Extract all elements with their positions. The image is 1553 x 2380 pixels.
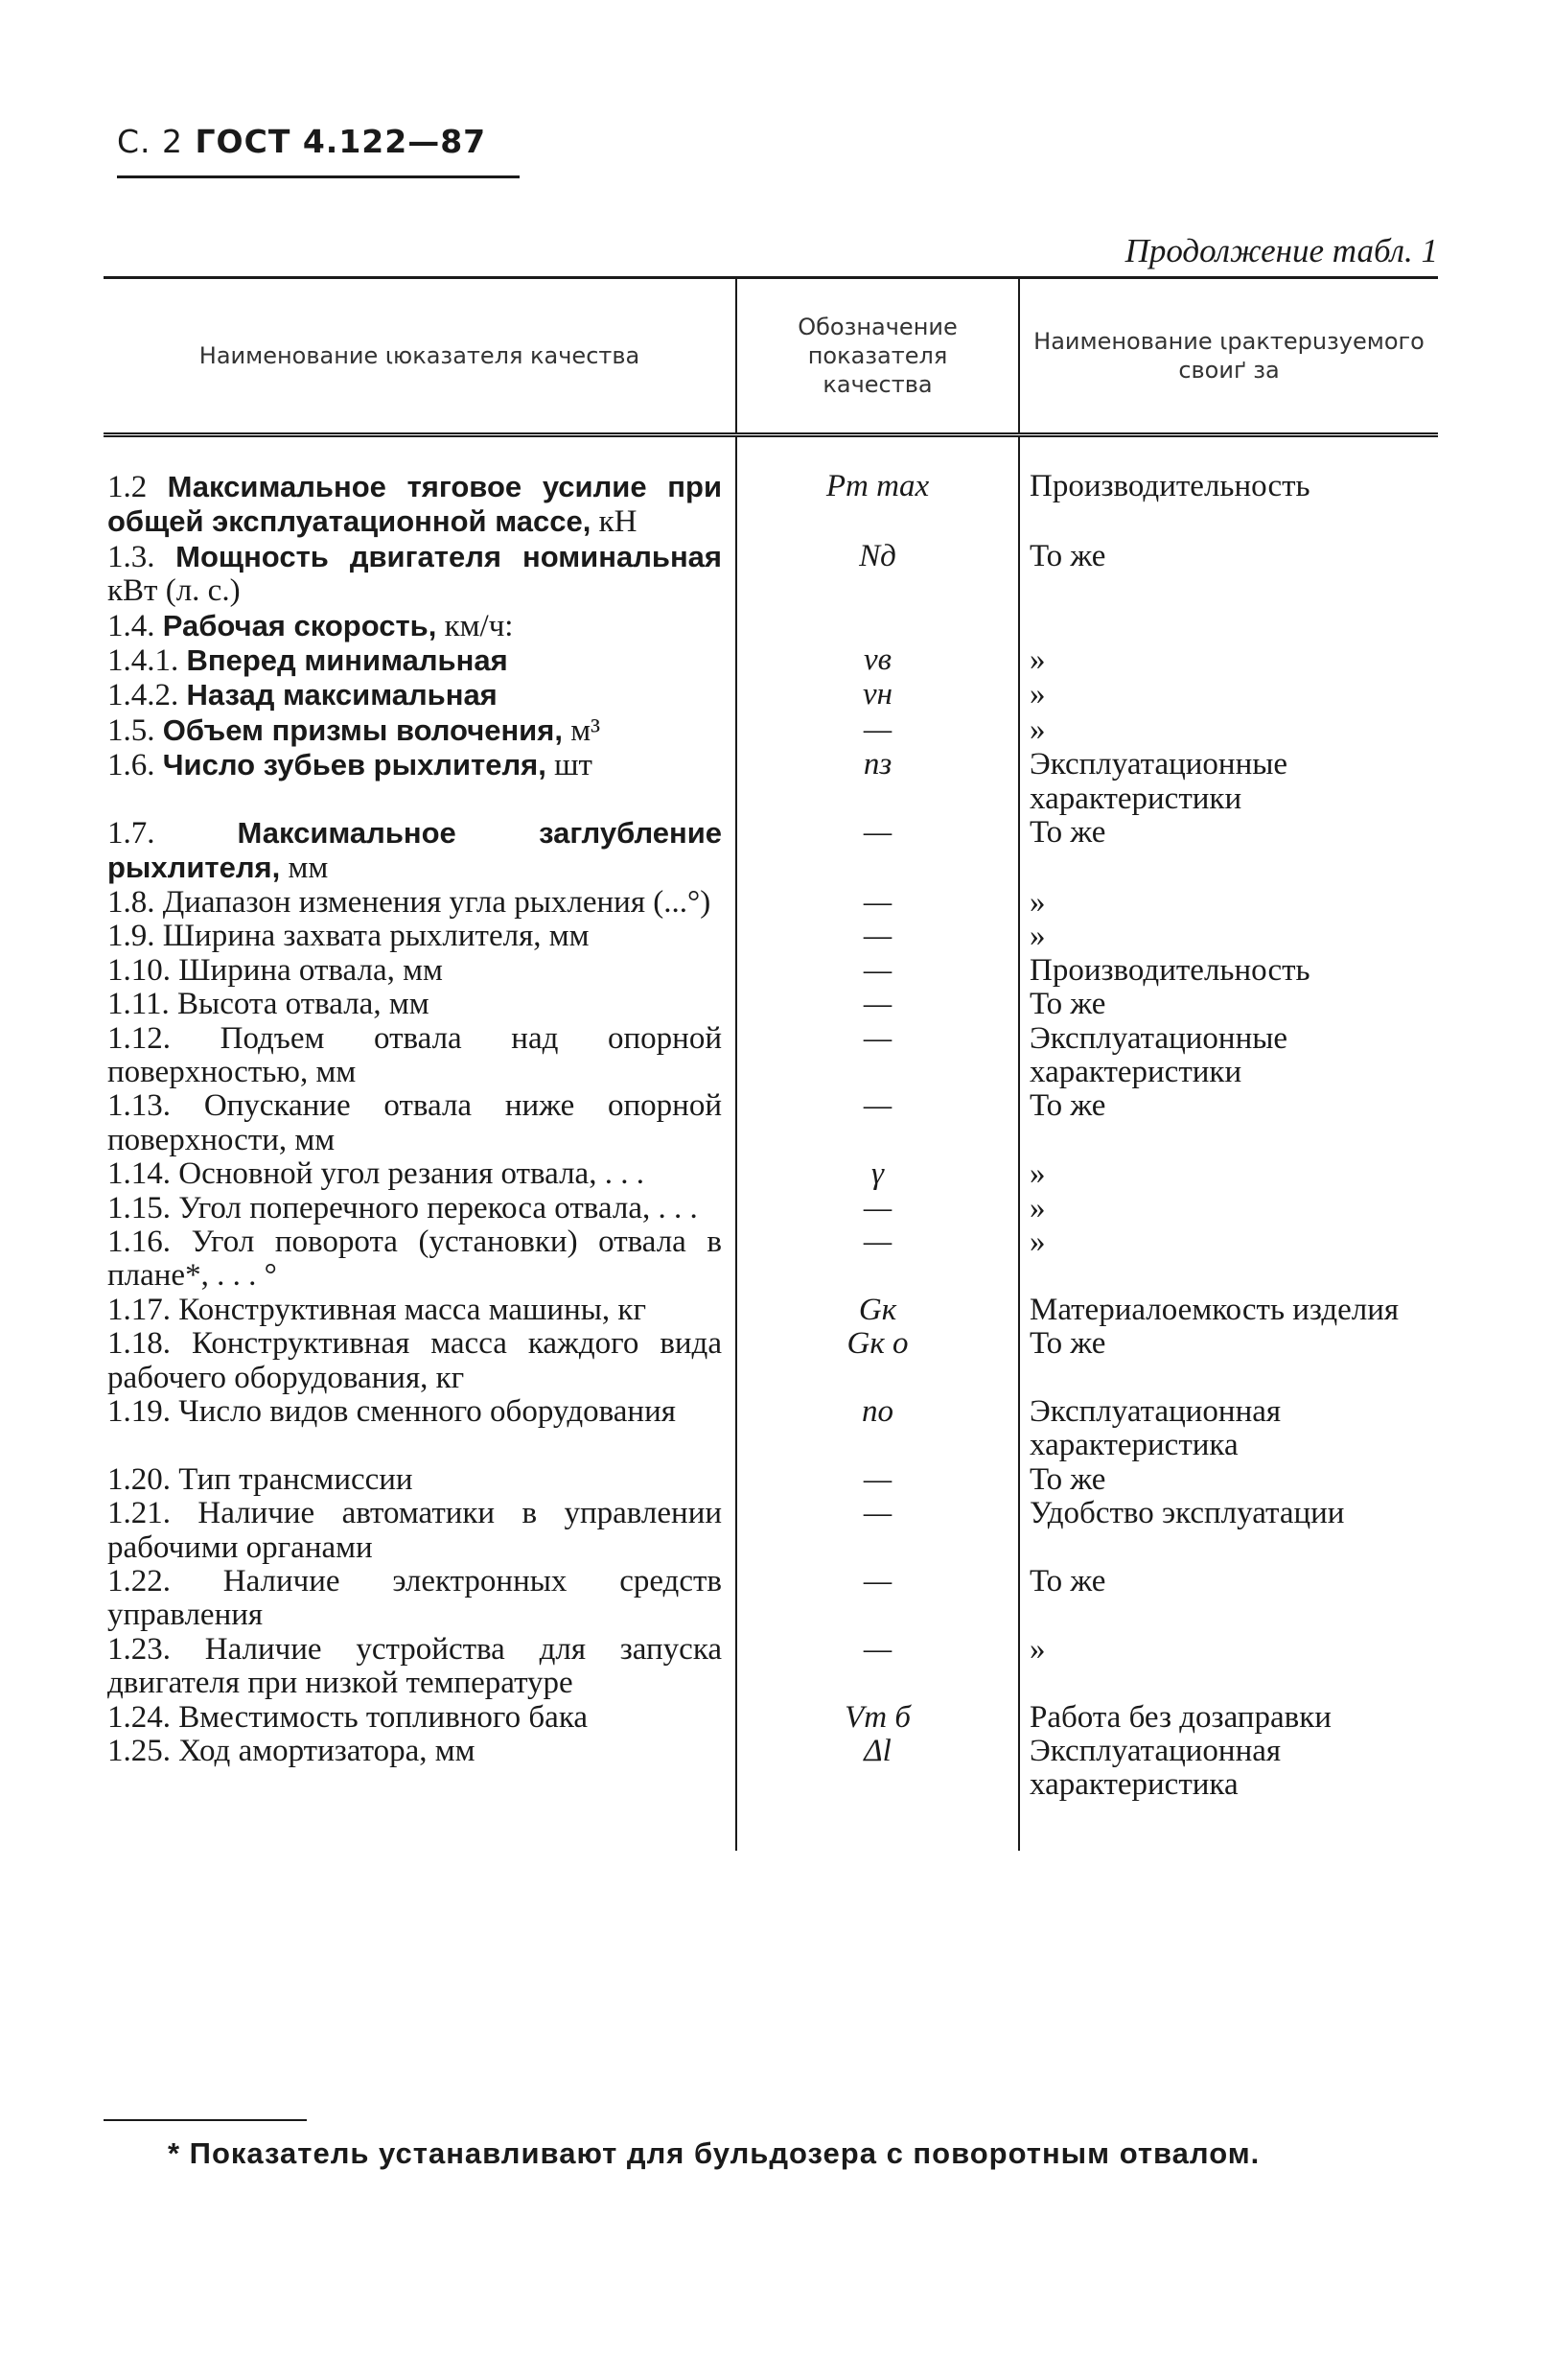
indicator-symbol: —: [863, 815, 892, 851]
symbol-cell: [736, 816, 1019, 886]
indicator-symbol: —: [863, 1224, 892, 1259]
page-number: С. 2: [117, 123, 184, 160]
property-cell: [1019, 609, 1438, 643]
characterized-property: »: [1030, 1190, 1046, 1225]
indicator-text: Тип трансмиссии: [178, 1461, 413, 1497]
symbol-cell: [736, 1157, 1019, 1191]
characterized-property: То же: [1030, 538, 1106, 573]
property-cell: [1019, 1294, 1438, 1327]
indicator-symbol: nз: [863, 747, 892, 782]
table-row: [104, 816, 1438, 886]
indicator-cell: [104, 1701, 736, 1735]
item-number: 1.17.: [107, 1292, 171, 1327]
indicator-text: Опускание отвала ниже опорной поверхности, мм: [107, 1088, 722, 1157]
indicator-name: Максимальное тяговое усилие при общей эксплуатационной массе,: [107, 470, 723, 539]
symbol-cell: [736, 1327, 1019, 1395]
table-continuation-label: Продолжение табл. 1: [1124, 232, 1438, 269]
item-number: 1.4.2.: [107, 678, 179, 713]
footnote: * Показатель устанавливают для бульдозера с поворотным отвалом.: [168, 2136, 1261, 2170]
item-number: 1.25.: [107, 1734, 171, 1769]
indicator-symbol: —: [863, 1461, 892, 1497]
item-number: 1.3.: [107, 539, 155, 574]
indicator-symbol: —: [863, 1020, 892, 1056]
indicator-text: Наличие электронных средств управления: [107, 1564, 722, 1633]
column-header-indicator: Наименование ιюказателя качества: [104, 278, 736, 435]
quality-indicators-table: [104, 276, 1438, 1851]
table-row: [104, 920, 1438, 953]
characterized-property: Эксплуатационная характеристика: [1030, 1393, 1282, 1463]
item-number: 1.18.: [107, 1326, 171, 1362]
indicator-text: Высота отвала, мм: [177, 987, 429, 1022]
characterized-property: Материалоемкость изделия: [1030, 1292, 1400, 1327]
symbol-cell: [736, 435, 1019, 540]
indicator-cell: [104, 988, 736, 1021]
symbol-cell: [736, 540, 1019, 609]
characterized-property: »: [1030, 642, 1046, 678]
indicator-symbol: —: [863, 919, 892, 954]
indicator-text: кН: [591, 504, 637, 540]
property-cell: [1019, 954, 1438, 988]
indicator-symbol: Vт б: [845, 1699, 911, 1735]
table-row: [104, 988, 1438, 1021]
characterized-property: То же: [1030, 987, 1106, 1022]
indicator-cell: [104, 1294, 736, 1327]
characterized-property: Удобство эксплуатации: [1030, 1496, 1345, 1531]
indicator-text: Число видов сменного оборудования: [178, 1393, 676, 1429]
indicator-cell: [104, 816, 736, 886]
indicator-text: мм: [280, 851, 329, 886]
indicator-cell: [104, 1395, 736, 1463]
symbol-cell: [736, 1735, 1019, 1851]
indicator-symbol: vв: [864, 642, 892, 678]
symbol-cell: [736, 886, 1019, 920]
indicator-symbol: —: [863, 987, 892, 1022]
property-cell: [1019, 886, 1438, 920]
table-row: [104, 540, 1438, 609]
indicator-cell: [104, 1497, 736, 1565]
indicator-name: Назад максимальная: [186, 678, 498, 712]
indicator-symbol: —: [863, 1088, 892, 1124]
characterized-property: Производительность: [1030, 469, 1310, 503]
table-row: [104, 435, 1438, 540]
item-number: 1.11.: [107, 987, 170, 1022]
indicator-cell: [104, 1327, 736, 1395]
property-cell: [1019, 920, 1438, 953]
indicator-cell: [104, 1089, 736, 1157]
property-cell: [1019, 1327, 1438, 1395]
indicator-cell: [104, 1225, 736, 1294]
indicator-cell: [104, 748, 736, 816]
characterized-property: Эксплуатационная характеристика: [1030, 1734, 1282, 1803]
property-cell: [1019, 1565, 1438, 1633]
item-number: 1.23.: [107, 1631, 171, 1667]
property-cell: [1019, 540, 1438, 609]
item-number: 1.4.1.: [107, 643, 179, 679]
indicator-text: Конструктивная масса машины, кг: [178, 1292, 646, 1327]
item-number: 1.9.: [107, 919, 155, 954]
symbol-cell: [736, 1225, 1019, 1294]
table-row: [104, 1633, 1438, 1701]
property-cell: [1019, 435, 1438, 540]
item-number: 1.10.: [107, 952, 171, 988]
table-row: [104, 954, 1438, 988]
symbol-cell: [736, 1701, 1019, 1735]
indicator-text: кВт (л. с.): [107, 573, 241, 609]
symbol-cell: [736, 748, 1019, 816]
indicator-cell: [104, 954, 736, 988]
indicator-text: Угол поперечного перекоса отвала, . . .: [178, 1190, 698, 1225]
indicator-name: Рабочая скорость,: [162, 608, 437, 642]
indicator-symbol: Gк о: [846, 1326, 909, 1362]
indicator-cell: [104, 1633, 736, 1701]
table-row: [104, 1225, 1438, 1294]
characterized-property: То же: [1030, 1088, 1106, 1124]
indicator-name: Мощность двигателя номинальная: [175, 539, 722, 573]
symbol-cell: [736, 1463, 1019, 1497]
symbol-cell: [736, 1395, 1019, 1463]
indicator-cell: [104, 713, 736, 748]
item-number: 1.19.: [107, 1393, 171, 1429]
item-number: 1.22.: [107, 1564, 171, 1598]
item-number: 1.15.: [107, 1190, 171, 1225]
indicator-symbol: γ: [870, 1156, 884, 1192]
item-number: 1.8.: [107, 884, 155, 920]
item-number: 1.12.: [107, 1020, 171, 1056]
indicator-symbol: nо: [862, 1393, 893, 1429]
item-number: 1.16.: [107, 1224, 171, 1259]
indicator-cell: [104, 678, 736, 712]
symbol-cell: [736, 1294, 1019, 1327]
page-header: [117, 123, 486, 160]
property-cell: [1019, 643, 1438, 678]
property-cell: [1019, 1701, 1438, 1735]
indicator-text: Конструктивная масса каждого вида рабочего оборудования, кг: [107, 1326, 722, 1395]
symbol-cell: [736, 1089, 1019, 1157]
table-row: [104, 1022, 1438, 1090]
indicator-text: Угол поворота (установки) отвала в плане*, . . . °: [107, 1224, 723, 1294]
indicator-cell: [104, 1192, 736, 1225]
symbol-cell: [736, 1565, 1019, 1633]
indicator-cell: [104, 1463, 736, 1497]
property-cell: [1019, 748, 1438, 816]
indicator-symbol: —: [863, 884, 892, 920]
characterized-property: То же: [1030, 1461, 1106, 1497]
table-row: [104, 1395, 1438, 1463]
property-cell: [1019, 1463, 1438, 1497]
indicator-name: Объем призмы волочения,: [162, 712, 563, 747]
characterized-property: Работа без дозаправки: [1030, 1699, 1332, 1735]
property-cell: [1019, 1192, 1438, 1225]
characterized-property: »: [1030, 677, 1046, 712]
symbol-cell: [736, 609, 1019, 643]
indicator-cell: [104, 1022, 736, 1090]
column-header-symbol: Обозначение показателя качества: [736, 278, 1019, 435]
property-cell: [1019, 1022, 1438, 1090]
indicator-symbol: Pт max: [825, 469, 930, 503]
characterized-property: »: [1030, 712, 1046, 747]
property-cell: [1019, 713, 1438, 748]
property-cell: [1019, 816, 1438, 886]
indicator-cell: [104, 1735, 736, 1851]
symbol-cell: [736, 643, 1019, 678]
symbol-cell: [736, 678, 1019, 712]
column-header-property: Наименование ιрактерuзуемого своиґ за: [1019, 278, 1438, 435]
item-number: 1.24.: [107, 1699, 171, 1735]
indicator-symbol: —: [863, 1631, 892, 1667]
characterized-property: »: [1030, 1224, 1046, 1259]
symbol-cell: [736, 920, 1019, 953]
characterized-property: Производительность: [1030, 952, 1310, 988]
indicator-text: Ширина отвала, мм: [178, 952, 443, 988]
table-row: [104, 1497, 1438, 1565]
indicator-cell: [104, 1565, 736, 1633]
item-number: 1.6.: [107, 748, 155, 783]
characterized-property: Эксплуатационные характеристики: [1030, 1020, 1288, 1089]
item-number: 1.5.: [107, 712, 155, 748]
table-row: [104, 1192, 1438, 1225]
table-row: [104, 678, 1438, 712]
indicator-text: шт: [545, 748, 592, 783]
header-rule: [117, 175, 520, 178]
characterized-property: То же: [1030, 1564, 1106, 1598]
indicator-symbol: Δl: [864, 1734, 892, 1769]
indicator-name: Максимальное заглубление рыхлителя,: [107, 816, 723, 885]
table-row: [104, 1565, 1438, 1633]
property-cell: [1019, 988, 1438, 1021]
property-cell: [1019, 1395, 1438, 1463]
indicator-text: Диапазон изменения угла рыхления (...°): [162, 884, 711, 920]
indicator-cell: [104, 886, 736, 920]
item-number: 1.13.: [107, 1088, 171, 1124]
symbol-cell: [736, 954, 1019, 988]
indicator-text: Наличие автоматики в управлении рабочими органами: [107, 1496, 723, 1565]
property-cell: [1019, 1157, 1438, 1191]
symbol-cell: [736, 1633, 1019, 1701]
item-number: 1.20.: [107, 1461, 171, 1497]
property-cell: [1019, 1497, 1438, 1565]
symbol-cell: [736, 988, 1019, 1021]
indicator-symbol: Gк: [858, 1292, 897, 1327]
item-number: 1.14.: [107, 1156, 171, 1192]
property-cell: [1019, 678, 1438, 712]
property-cell: [1019, 1225, 1438, 1294]
indicator-text: Ширина захвата рыхлителя, мм: [162, 919, 590, 954]
indicator-text: м³: [562, 712, 600, 748]
table-row: [104, 1701, 1438, 1735]
indicator-symbol: vн: [862, 677, 893, 712]
indicator-text: Ход амортизатора, мм: [178, 1734, 475, 1769]
indicator-name: Вперед минимальная: [186, 643, 508, 678]
indicator-text: Наличие устройства для запуска двигателя при низкой температуре: [107, 1631, 723, 1701]
indicator-symbol: —: [863, 1496, 892, 1531]
indicator-text: Основной угол резания отвала, . . .: [178, 1156, 644, 1192]
table-row: [104, 1463, 1438, 1497]
table-row: [104, 1294, 1438, 1327]
characterized-property: »: [1030, 1631, 1046, 1667]
table-row: [104, 1089, 1438, 1157]
indicator-text: км/ч:: [436, 608, 514, 643]
indicator-cell: [104, 920, 736, 953]
indicator-symbol: —: [863, 712, 892, 747]
characterized-property: »: [1030, 919, 1046, 954]
property-cell: [1019, 1633, 1438, 1701]
indicator-cell: [104, 643, 736, 678]
symbol-cell: [736, 1497, 1019, 1565]
footnote-rule: [104, 2119, 307, 2121]
table-row: [104, 748, 1438, 816]
indicator-text: Подъем отвала над опорной поверхностью, мм: [107, 1020, 723, 1089]
item-number: 1.2: [107, 470, 148, 504]
standard-number: ГОСТ 4.122—87: [195, 123, 487, 160]
table-row: [104, 713, 1438, 748]
characterized-property: »: [1030, 1156, 1046, 1192]
characterized-property: То же: [1030, 1326, 1106, 1362]
table-row: [104, 643, 1438, 678]
table-row: [104, 1157, 1438, 1191]
table-row: [104, 609, 1438, 643]
characterized-property: Эксплуатационные характеристики: [1030, 747, 1288, 816]
indicator-name: Число зубьев рыхлителя,: [162, 748, 546, 782]
indicator-cell: [104, 609, 736, 643]
indicator-symbol: —: [863, 1564, 892, 1598]
table-header-row: [104, 278, 1438, 435]
indicator-cell: [104, 435, 736, 540]
characterized-property: »: [1030, 884, 1046, 920]
table-row: [104, 1327, 1438, 1395]
item-number: 1.7.: [107, 816, 155, 852]
item-number: 1.4.: [107, 608, 155, 643]
symbol-cell: [736, 1022, 1019, 1090]
symbol-cell: [736, 1192, 1019, 1225]
indicator-text: Вместимость топливного бака: [178, 1699, 589, 1735]
indicator-symbol: Nд: [859, 538, 896, 573]
indicator-cell: [104, 1157, 736, 1191]
indicator-symbol: —: [863, 1190, 892, 1225]
indicator-cell: [104, 540, 736, 609]
symbol-cell: [736, 713, 1019, 748]
item-number: 1.21.: [107, 1496, 171, 1531]
table-row: [104, 886, 1438, 920]
indicator-symbol: —: [863, 952, 892, 988]
property-cell: [1019, 1735, 1438, 1851]
property-cell: [1019, 1089, 1438, 1157]
characterized-property: То же: [1030, 815, 1106, 851]
table-row: [104, 1735, 1438, 1851]
